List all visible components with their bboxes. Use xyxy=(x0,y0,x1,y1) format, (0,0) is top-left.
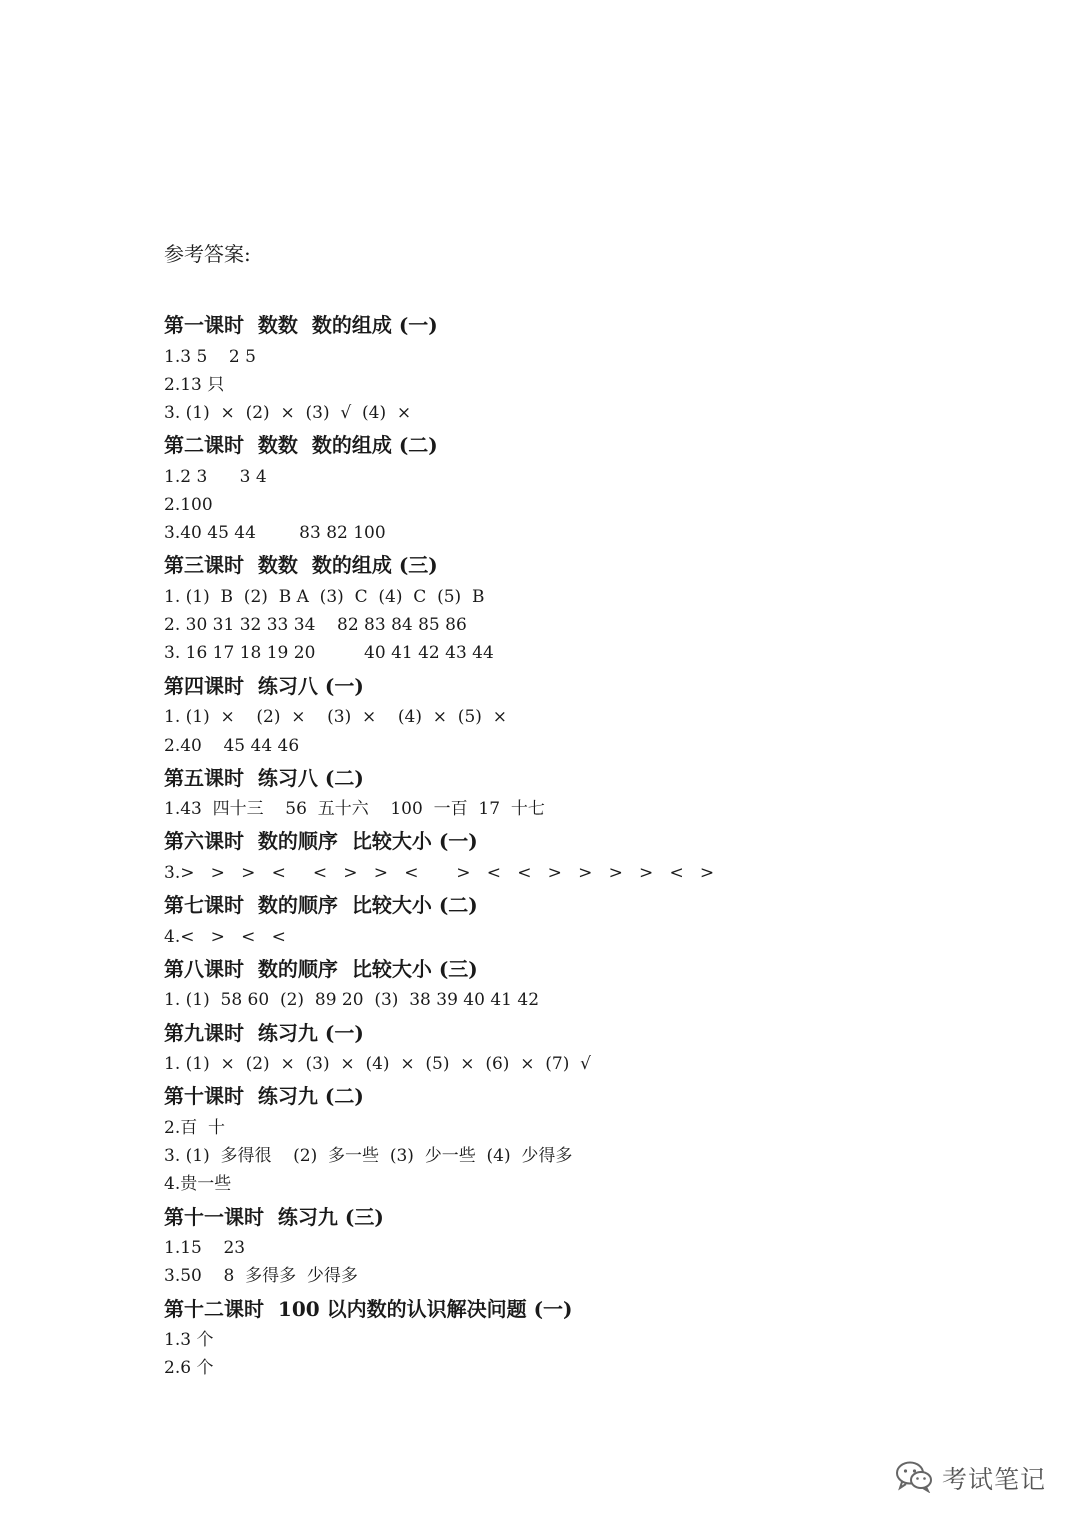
answer-line: 3. (1) × (2) × (3) √ (4) × xyxy=(164,403,412,423)
answer-line: 3.40 45 44 83 82 100 xyxy=(164,523,386,543)
answer-line: 3.50 8 多得多 少得多 xyxy=(164,1266,358,1286)
section-title: 第十二课时 100 以内数的认识解决问题 (一) xyxy=(164,1297,573,1321)
watermark-text: 考试笔记 xyxy=(941,1465,1046,1494)
section-title: 第二课时 数数 数的组成 (二) xyxy=(164,433,438,457)
answer-line: 2. 30 31 32 33 34 82 83 84 85 86 xyxy=(164,615,467,635)
answer-line: 3. (1) 多得很 (2) 多一些 (3) 少一些 (4) 少得多 xyxy=(164,1146,573,1166)
section-title: 第七课时 数的顺序 比较大小 (二) xyxy=(164,893,478,917)
answer-heading: 参考答案: xyxy=(164,242,251,266)
answer-line: 1. (1) B (2) B A (3) C (4) C (5) B xyxy=(164,587,485,607)
section-title: 第四课时 练习八 (一) xyxy=(164,674,364,698)
answer-line: 2.13 只 xyxy=(164,375,225,395)
answer-line: 1. (1) × (2) × (3) × (4) × (5) × xyxy=(164,707,507,727)
watermark xyxy=(894,1458,1046,1498)
answer-line: 1.43 四十三 56 五十六 100 一百 17 十七 xyxy=(164,799,545,819)
answer-line: 1.3 5 2 5 xyxy=(164,347,256,367)
answer-line: 1. (1) × (2) × (3) × (4) × (5) × (6) × (7) √ xyxy=(164,1054,591,1074)
section-title: 第六课时 数的顺序 比较大小 (一) xyxy=(164,829,478,853)
section-title: 第一课时 数数 数的组成 (一) xyxy=(164,313,438,337)
section-title: 第九课时 练习九 (一) xyxy=(164,1021,364,1045)
section-title: 第八课时 数的顺序 比较大小 (三) xyxy=(164,957,478,981)
answer-line: 1.15 23 xyxy=(164,1238,246,1258)
answer-line: 4.贵一些 xyxy=(164,1174,232,1194)
answer-line: 4.< > < < xyxy=(164,927,286,947)
answer-line: 2.100 xyxy=(164,495,213,515)
answer-line: 2.6 个 xyxy=(164,1358,214,1378)
wechat-icon xyxy=(894,1459,934,1497)
answer-line: 2.百 十 xyxy=(164,1118,226,1138)
answer-line: 1. (1) 58 60 (2) 89 20 (3) 38 39 40 41 42 xyxy=(164,990,540,1010)
section-title: 第十课时 练习九 (二) xyxy=(164,1084,364,1108)
answer-line: 2.40 45 44 46 xyxy=(164,736,300,756)
section-title: 第十一课时 练习九 (三) xyxy=(164,1205,384,1229)
section-title: 第五课时 练习八 (二) xyxy=(164,766,364,790)
answer-line: 3.> > > < < > > < > < < > > > > < > xyxy=(164,863,715,883)
answer-line: 3. 16 17 18 19 20 40 41 42 43 44 xyxy=(164,643,494,663)
answer-line: 1.2 3 3 4 xyxy=(164,467,267,487)
section-title: 第三课时 数数 数的组成 (三) xyxy=(164,553,438,577)
answer-line: 1.3 个 xyxy=(164,1330,214,1350)
